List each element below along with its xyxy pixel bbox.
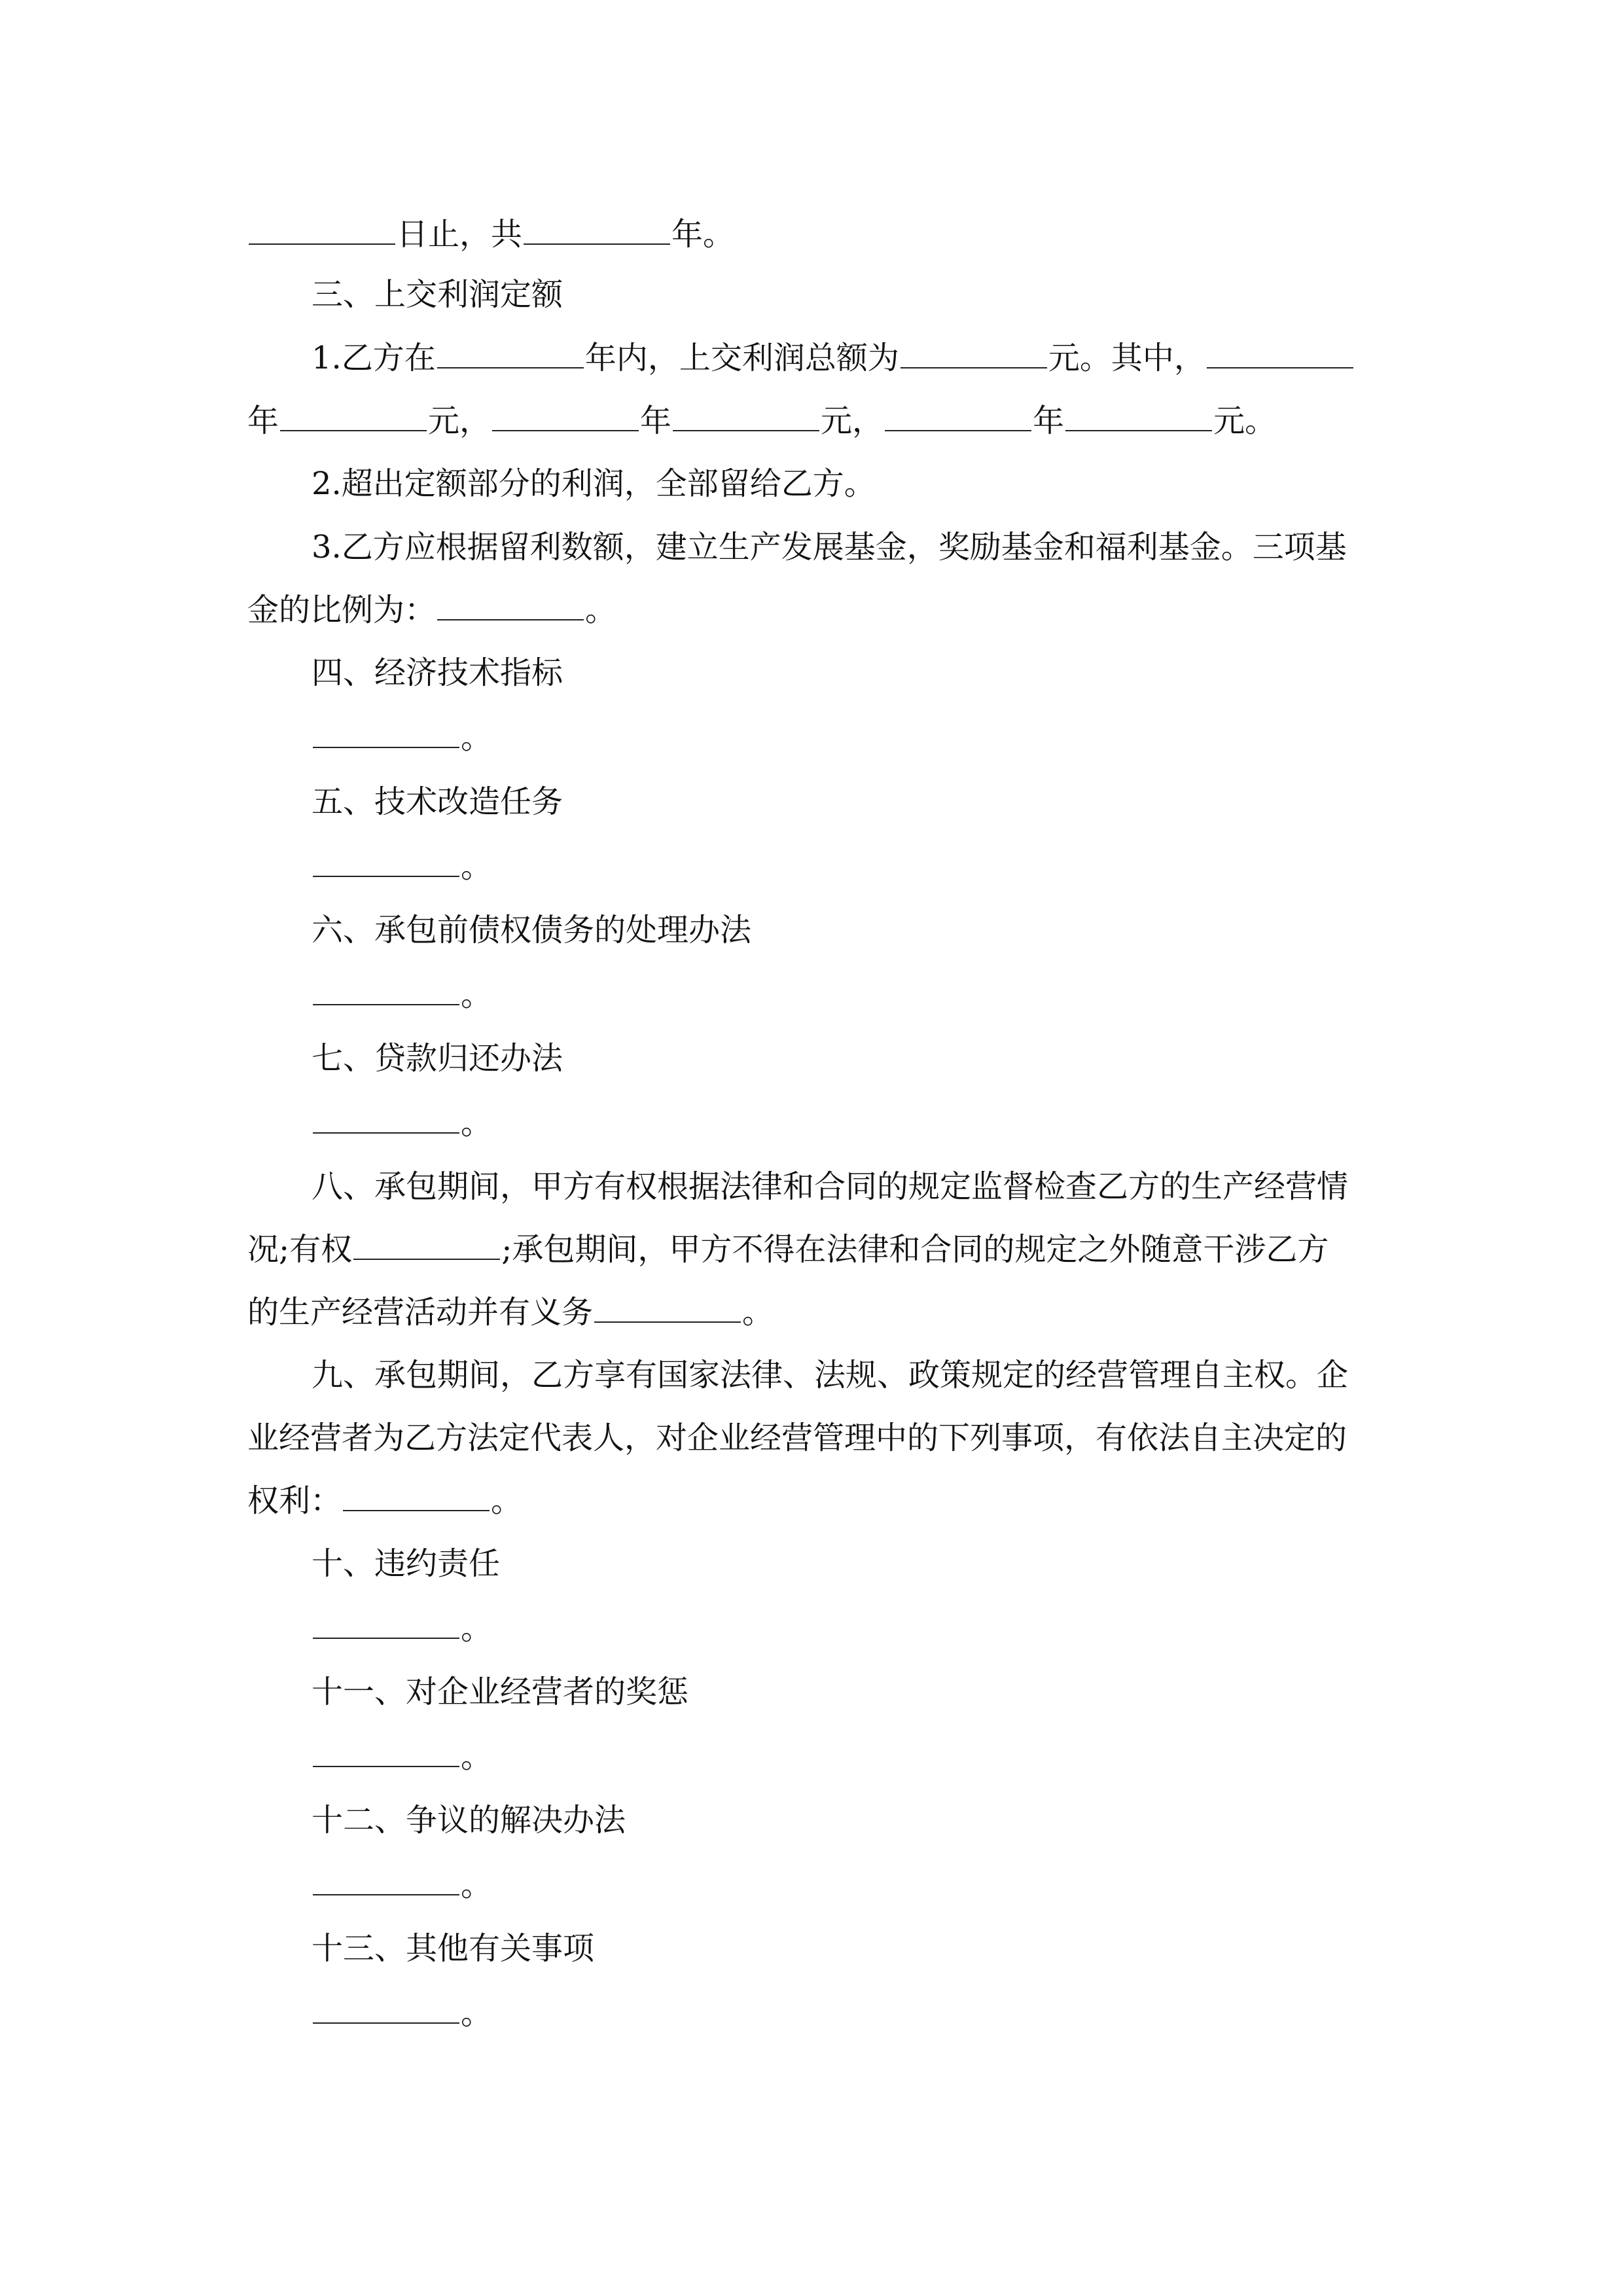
section-heading: 十、违约责任 — [312, 1545, 501, 1582]
paragraph-line: 的生产经营活动并有义务 。 — [247, 1294, 774, 1331]
blank-field[interactable] — [313, 718, 459, 748]
section-heading: 五、技术改造任务 — [312, 783, 563, 820]
paragraph-line: 金的比例为： 。 — [247, 592, 617, 628]
blank-field[interactable] — [313, 1994, 459, 2024]
paragraph-line: 八、承包期间，甲方有权根据法律和合同的规定监督检查乙方的生产经营情 — [312, 1168, 1349, 1205]
blank-field[interactable] — [524, 215, 670, 245]
fill-in-line: 。 — [312, 1865, 1386, 1905]
fill-in-line: 。 — [312, 1994, 1386, 2033]
blank-field[interactable] — [313, 975, 459, 1005]
paragraph-line: 况;有权 ;承包期间，甲方不得在法律和合同的规定之外随意干涉乙方 — [247, 1231, 1329, 1268]
fill-in-line: 。 — [312, 1103, 1386, 1143]
section-heading: 三、上交利润定额 — [312, 276, 563, 313]
paragraph-line: 2.超出定额部分的利润，全部留给乙方。 — [312, 465, 876, 502]
blank-field[interactable] — [313, 847, 459, 877]
section-heading: 十三、其他有关事项 — [312, 1930, 595, 1967]
blank-field[interactable] — [353, 1230, 500, 1260]
blank-field[interactable] — [249, 215, 395, 245]
fill-in-line: 。 — [312, 847, 1386, 886]
blank-field[interactable] — [594, 1293, 741, 1323]
paragraph-line: 3.乙方应根据留利数额，建立生产发展基金，奖励基金和福利基金。三项基 — [312, 529, 1347, 565]
blank-field[interactable] — [437, 590, 584, 620]
blank-field[interactable] — [280, 401, 427, 431]
section-heading: 十一、对企业经营者的奖惩 — [312, 1674, 689, 1710]
fill-in-line: 。 — [312, 718, 1386, 757]
blank-field[interactable] — [885, 401, 1031, 431]
section-heading: 四、经济技术指标 — [312, 655, 563, 691]
blank-field[interactable] — [437, 338, 584, 368]
section-heading: 六、承包前债权债务的处理办法 — [312, 912, 752, 948]
term-end-line: 日止，共 年。 — [247, 215, 1386, 254]
blank-field[interactable] — [313, 1737, 459, 1767]
fill-in-line: 。 — [312, 975, 1386, 1014]
fill-in-line: 。 — [312, 1609, 1386, 1648]
blank-field[interactable] — [313, 1609, 459, 1639]
blank-field[interactable] — [313, 1103, 459, 1134]
paragraph-line: 年 元， 年 元， 年 元。 — [247, 403, 1277, 439]
paragraph-line: 1.乙方在 年内，上交利润总额为 元。其中， — [312, 338, 1386, 378]
blank-field[interactable] — [901, 338, 1047, 368]
blank-field[interactable] — [673, 401, 819, 431]
section-heading: 七、贷款归还办法 — [312, 1040, 563, 1077]
paragraph-line: 九、承包期间，乙方享有国家法律、法规、政策规定的经营管理自主权。企 — [312, 1357, 1349, 1393]
blank-field[interactable] — [1065, 401, 1212, 431]
paragraph-line: 业经营者为乙方法定代表人，对企业经营管理中的下列事项，有依法自主决定的 — [247, 1420, 1347, 1456]
blank-field[interactable] — [1207, 338, 1353, 368]
fill-in-line: 。 — [312, 1737, 1386, 1776]
paragraph-line: 权利： 。 — [247, 1482, 523, 1519]
section-heading: 十二、争议的解决办法 — [312, 1802, 626, 1839]
blank-field[interactable] — [492, 401, 639, 431]
blank-field[interactable] — [313, 1865, 459, 1895]
blank-field[interactable] — [343, 1481, 490, 1511]
